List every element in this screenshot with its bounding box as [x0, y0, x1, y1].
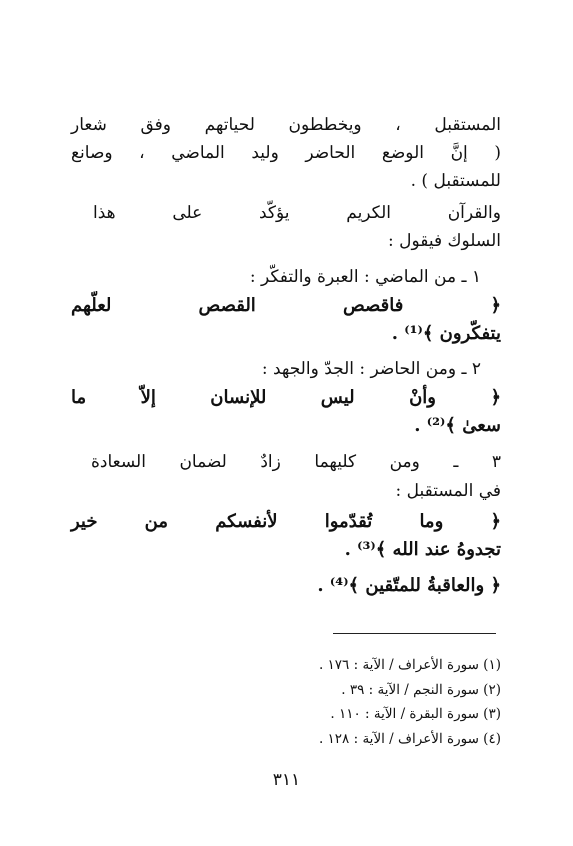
- body-line: للمستقبل ) .: [410, 171, 501, 191]
- footnote-separator: [333, 633, 496, 634]
- quran-verse: ﴿ وما تُقدّموا لأنفسكم من خير: [71, 511, 501, 532]
- footnote: (٤) سورة الأعراف / الآية : ١٢٨ .: [318, 731, 501, 747]
- footnote: (٣) سورة البقرة / الآية : ١١٠ .: [330, 706, 501, 722]
- body-line: المستقبل ، ويخططون لحياتهم وفق شعار: [71, 115, 501, 135]
- body-line: السلوك فيقول :: [387, 231, 501, 251]
- quran-verse: ﴿ فاقصص القصص لعلّهم: [71, 295, 501, 316]
- list-item-heading: ٢ ـ ومن الحاضر : الجدّ والجهد :: [261, 359, 481, 379]
- list-item-heading: ٣ ـ ومن كليهما زادٌ لضمان السعادة: [91, 452, 501, 472]
- body-line: في المستقبل :: [395, 481, 501, 501]
- footnote: (٢) سورة النجم / الآية : ٣٩ .: [341, 682, 501, 698]
- body-line: ( إنَّ الوضع الحاضر وليد الماضي ، وصانع: [71, 143, 501, 163]
- quran-verse: ﴿ والعاقبةُ للمتّقين ﴾⁽⁴⁾ .: [317, 575, 501, 596]
- quran-verse: يتفكّرون ﴾⁽¹⁾ .: [391, 323, 501, 344]
- list-item-heading: ١ ـ من الماضي : العبرة والتفكّر :: [249, 267, 481, 287]
- page-number: ٣١١: [272, 770, 301, 790]
- footnote: (١) سورة الأعراف / الآية : ١٧٦ .: [318, 657, 501, 673]
- quran-verse: ﴿ وأنْ ليس للإنسان إلاّ ما: [71, 387, 501, 408]
- quran-verse: سعىٰ ﴾⁽²⁾ .: [414, 415, 501, 436]
- body-line: والقرآن الكريم يؤكّد على هذا: [93, 203, 501, 223]
- quran-verse: تجدوهُ عند الله ﴾⁽³⁾ .: [344, 539, 501, 560]
